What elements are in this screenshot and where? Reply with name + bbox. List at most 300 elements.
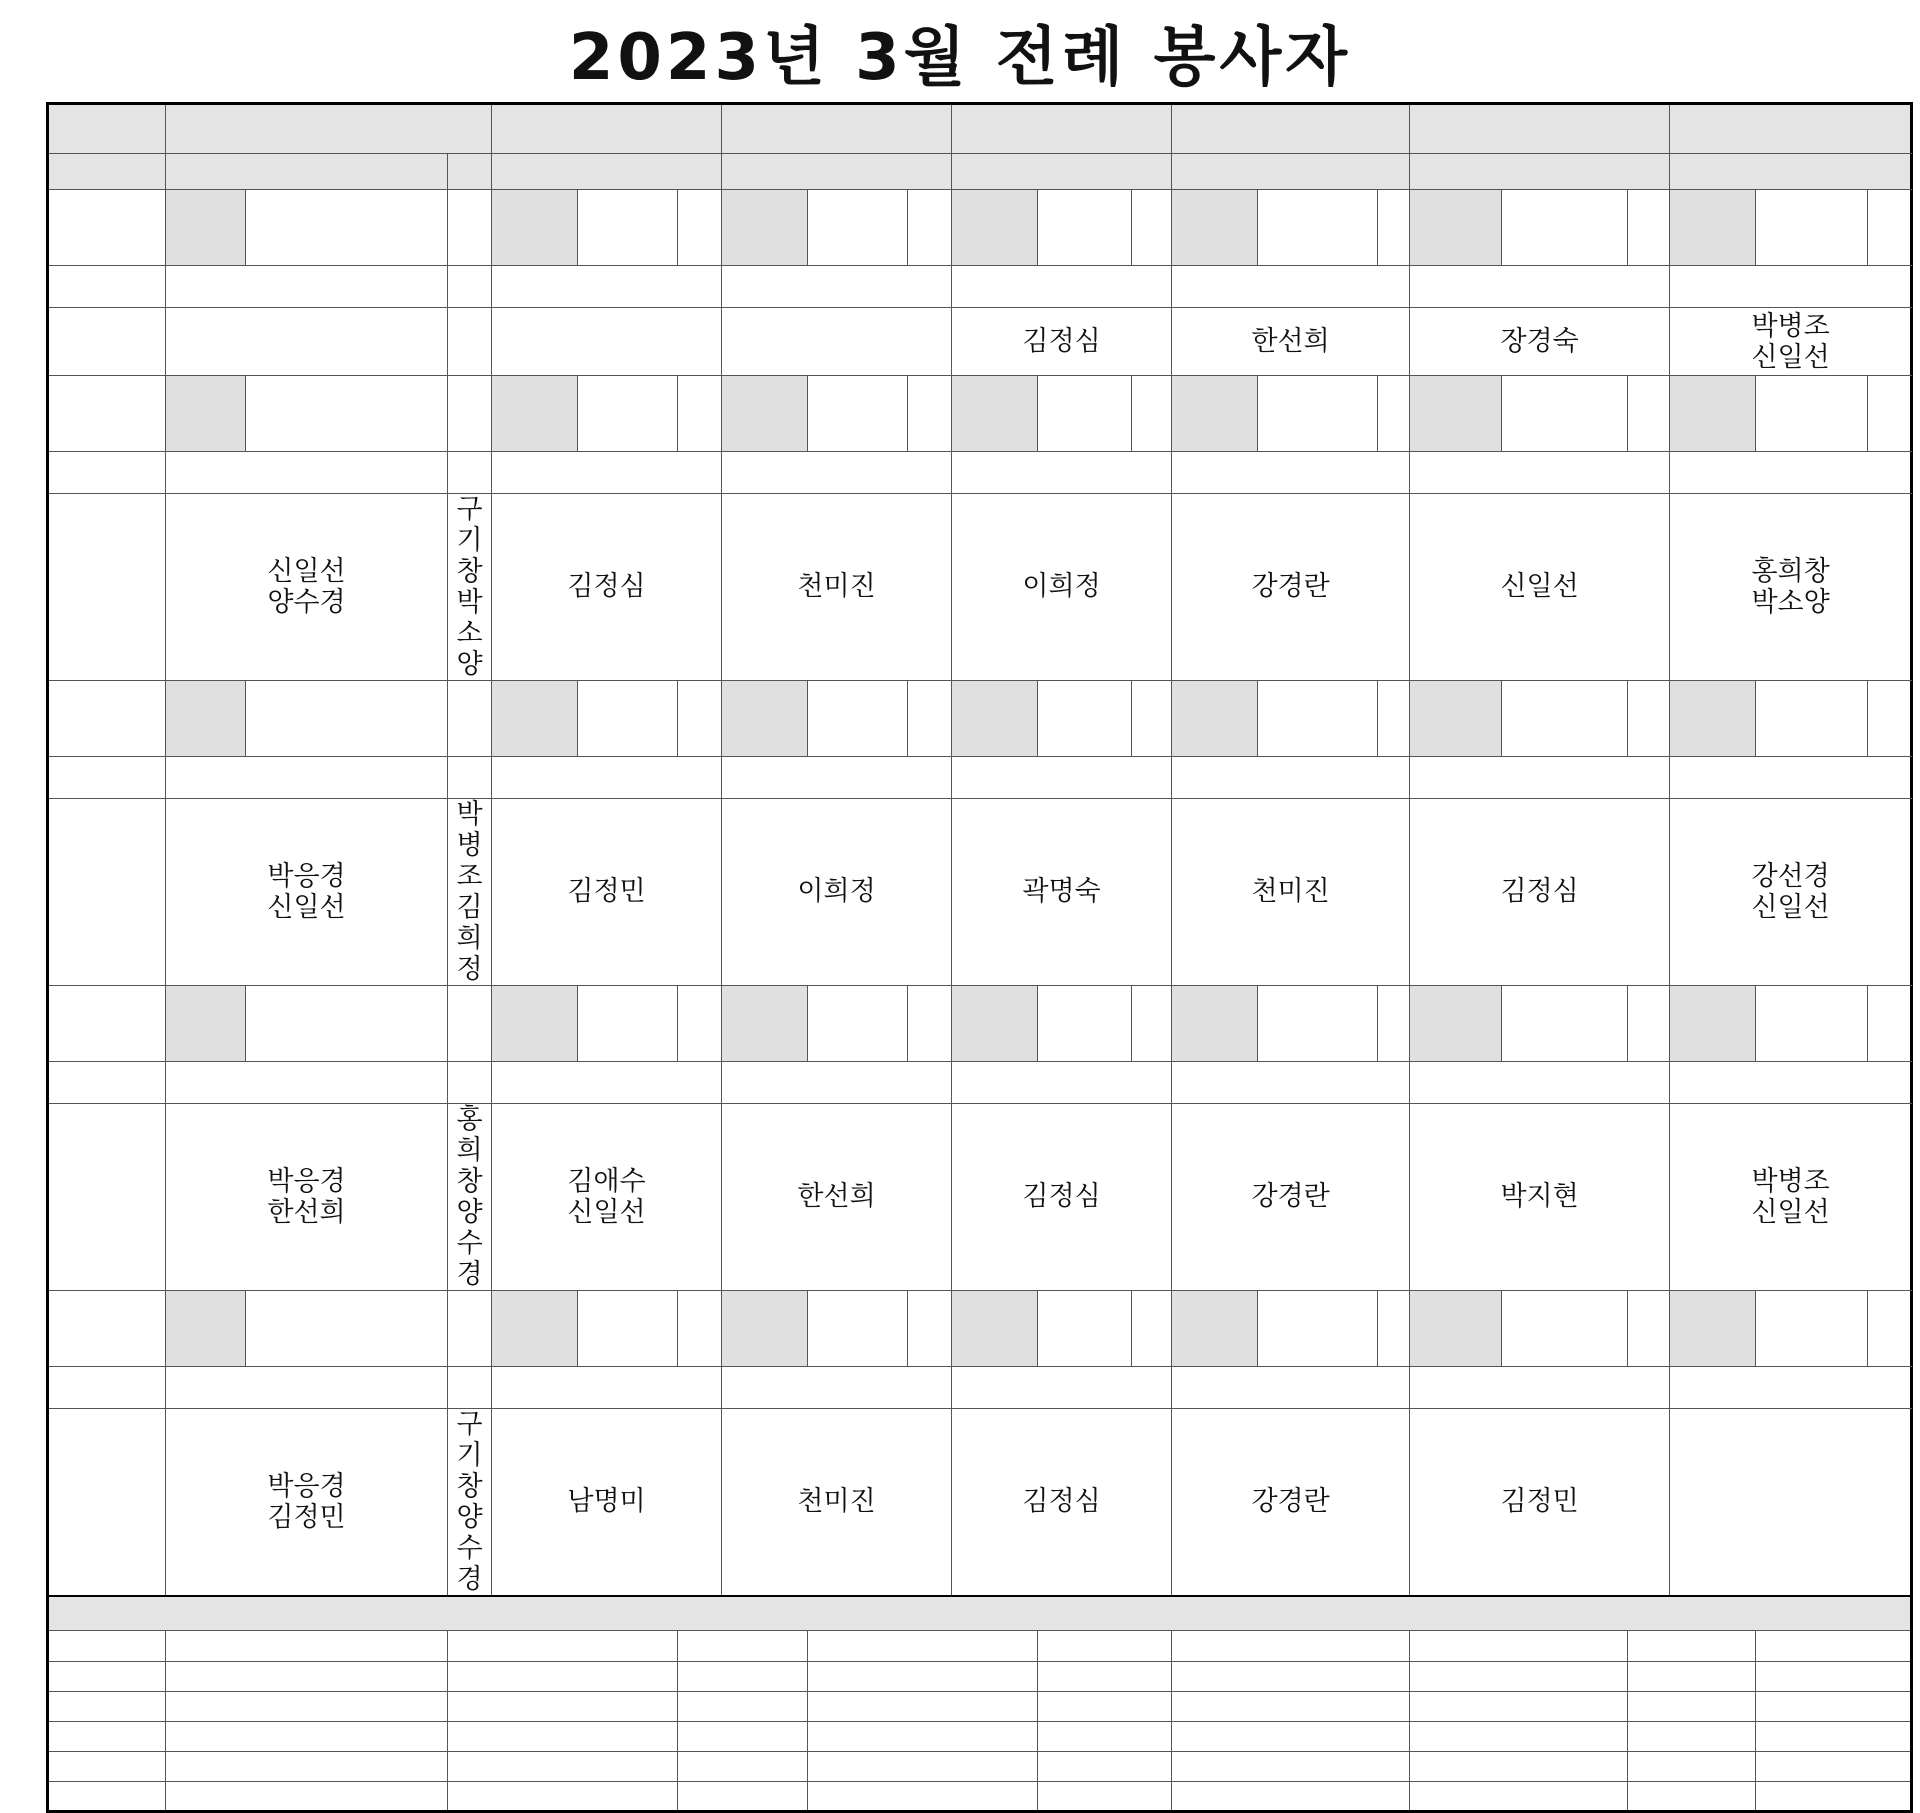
wedding-slot	[448, 1630, 678, 1661]
commentary-volunteer	[448, 266, 492, 308]
date-side-cell	[1378, 1291, 1410, 1367]
reading-volunteer-name: 박소양	[456, 587, 483, 680]
day-row-label	[48, 376, 166, 452]
date-blank-cell	[578, 681, 678, 757]
day-row-label	[48, 190, 166, 266]
commentary-volunteer	[1410, 1367, 1670, 1409]
reading-row-label	[48, 494, 166, 681]
wedding-role-row	[48, 1781, 1912, 1811]
date-blank-cell	[1756, 376, 1868, 452]
wedding-slot	[678, 1630, 808, 1661]
date-number	[166, 986, 246, 1062]
date-number	[1410, 376, 1502, 452]
wedding-volunteer	[678, 1661, 808, 1691]
date-side-cell	[678, 681, 722, 757]
wedding-volunteer	[1172, 1661, 1410, 1691]
date-blank-cell	[808, 1291, 908, 1367]
wedding-role-row	[48, 1691, 1912, 1721]
commentary-volunteer	[448, 452, 492, 494]
commentary-volunteer	[492, 266, 722, 308]
date-blank-cell	[1038, 1291, 1132, 1367]
date-side-cell	[908, 681, 952, 757]
date-side-cell	[908, 190, 952, 266]
commentary-volunteer	[1172, 452, 1410, 494]
date-number	[1670, 190, 1756, 266]
date-side-cell	[448, 681, 492, 757]
reading-volunteer-name: 신일선	[267, 892, 346, 923]
weekday-0	[166, 104, 492, 154]
date-number	[1670, 986, 1756, 1062]
date-side-cell	[678, 376, 722, 452]
date-number	[1410, 986, 1502, 1062]
wedding-volunteer	[1172, 1751, 1410, 1781]
wedding-volunteer	[808, 1781, 1038, 1811]
date-number	[1670, 376, 1756, 452]
reading-volunteer: 한선희	[722, 1104, 952, 1291]
date-number	[952, 681, 1038, 757]
reading-volunteer-name: 신일선	[1751, 341, 1830, 373]
wedding-role-label	[48, 1781, 166, 1811]
commentary-volunteer	[1172, 266, 1410, 308]
reading-volunteer-name: 박응경	[267, 1471, 346, 1502]
date-number	[492, 376, 578, 452]
date-blank-cell	[1756, 986, 1868, 1062]
wedding-volunteer	[1410, 1721, 1628, 1751]
reading-volunteer	[166, 1104, 448, 1291]
reading-volunteer: 곽명숙	[952, 799, 1172, 986]
wedding-volunteer	[1038, 1721, 1172, 1751]
date-number	[952, 1291, 1038, 1367]
reading-volunteer	[492, 1104, 722, 1291]
commentary-volunteer	[1670, 452, 1912, 494]
wedding-volunteer	[678, 1751, 808, 1781]
day-row-label	[48, 681, 166, 757]
wedding-slot	[1172, 1630, 1410, 1661]
date-side-cell	[1132, 376, 1172, 452]
date-side-cell	[448, 190, 492, 266]
date-number	[492, 190, 578, 266]
wedding-role-row	[48, 1751, 1912, 1781]
commentary-volunteer	[448, 1367, 492, 1409]
date-side-cell	[908, 986, 952, 1062]
date-number	[1670, 681, 1756, 757]
date-number	[1410, 681, 1502, 757]
reading-volunteer	[1670, 308, 1912, 376]
wedding-role-label	[48, 1691, 166, 1721]
reading-volunteer: 김정심	[492, 494, 722, 681]
date-number	[1172, 681, 1258, 757]
wedding-volunteer	[1410, 1661, 1628, 1691]
date-blank-cell	[1258, 376, 1378, 452]
wedding-volunteer	[448, 1691, 678, 1721]
commentary-volunteer	[166, 1367, 448, 1409]
wedding-title	[48, 1596, 1912, 1630]
reading-volunteer	[1670, 1409, 1912, 1597]
commentary-volunteer	[448, 1062, 492, 1104]
date-blank-cell	[1258, 986, 1378, 1062]
date-side-cell	[1378, 190, 1410, 266]
commentary-volunteer	[1670, 266, 1912, 308]
reading-volunteer-name: 한선희	[267, 1197, 346, 1228]
reading-volunteer: 천미진	[722, 494, 952, 681]
date-number	[952, 376, 1038, 452]
date-side-cell	[1628, 376, 1670, 452]
reading-volunteer-name: 박병조	[456, 799, 483, 892]
date-row-week-3	[48, 681, 1912, 757]
reading-volunteer-name: 김정민	[267, 1502, 346, 1533]
reading-row-week-3	[48, 799, 1912, 986]
date-row-week-2	[48, 376, 1912, 452]
sunday-note	[246, 376, 448, 452]
commentary-volunteer	[722, 1367, 952, 1409]
commentary-volunteer	[166, 1062, 448, 1104]
reading-volunteer-name: 구기창	[456, 1409, 483, 1502]
reading-volunteer	[1670, 494, 1912, 681]
wedding-volunteer	[1038, 1691, 1172, 1721]
sunday-note	[246, 681, 448, 757]
weekday-header-row	[48, 104, 1912, 154]
wedding-volunteer	[448, 1781, 678, 1811]
wedding-volunteer	[1172, 1691, 1410, 1721]
date-number	[1410, 190, 1502, 266]
wedding-volunteer	[448, 1721, 678, 1751]
sunday-note	[246, 1291, 448, 1367]
date-blank-cell	[578, 376, 678, 452]
reading-volunteer-name: 양수경	[456, 1197, 483, 1290]
reading-volunteer-name: 박병조	[1751, 310, 1830, 342]
wedding-volunteer	[808, 1691, 1038, 1721]
reading-volunteer	[448, 1409, 492, 1597]
mass-time-label	[48, 154, 166, 190]
commentary-volunteer	[1172, 757, 1410, 799]
wedding-volunteer	[678, 1781, 808, 1811]
date-blank-cell	[1038, 190, 1132, 266]
wedding-volunteer	[1628, 1721, 1756, 1751]
wedding-volunteer	[1410, 1691, 1628, 1721]
wedding-volunteer	[1038, 1781, 1172, 1811]
reading-row-label	[48, 308, 166, 376]
reading-row-label	[48, 1104, 166, 1291]
date-side-cell	[1378, 681, 1410, 757]
wedding-volunteer	[166, 1661, 448, 1691]
date-number	[1172, 986, 1258, 1062]
day-row-label	[48, 986, 166, 1062]
reading-volunteer: 신일선	[1410, 494, 1670, 681]
wedding-volunteer	[1172, 1781, 1410, 1811]
date-number	[722, 1291, 808, 1367]
reading-row-week-4	[48, 1104, 1912, 1291]
wedding-volunteer	[1410, 1781, 1628, 1811]
commentary-volunteer	[952, 452, 1172, 494]
weekday-3	[952, 104, 1172, 154]
mass-time-0	[166, 154, 448, 190]
commentary-volunteer	[952, 757, 1172, 799]
date-blank-cell	[1038, 681, 1132, 757]
date-side-cell	[1132, 190, 1172, 266]
reading-volunteer: 김정심	[952, 1409, 1172, 1597]
reading-volunteer	[492, 308, 722, 376]
holy-hour-note	[1258, 190, 1378, 266]
date-blank-cell	[1502, 681, 1628, 757]
date-side-cell	[678, 1291, 722, 1367]
reading-volunteer: 김정민	[492, 799, 722, 986]
wedding-volunteer	[1756, 1661, 1912, 1691]
reading-volunteer-name: 홍희창	[456, 1104, 483, 1197]
date-number	[166, 190, 246, 266]
commentary-volunteer	[722, 757, 952, 799]
reading-volunteer	[1670, 799, 1912, 986]
date-number	[722, 681, 808, 757]
commentary-volunteer	[1410, 452, 1670, 494]
wedding-volunteer	[1756, 1721, 1912, 1751]
wedding-role-label	[48, 1661, 166, 1691]
commentary-volunteer	[1410, 757, 1670, 799]
reading-volunteer-name: 양수경	[267, 587, 346, 618]
commentary-row-week-5	[48, 1367, 1912, 1409]
wedding-volunteer	[166, 1691, 448, 1721]
reading-volunteer: 천미진	[722, 1409, 952, 1597]
reading-row-week-1	[48, 308, 1912, 376]
date-number	[1172, 190, 1258, 266]
mass-time-4	[952, 154, 1172, 190]
commentary-volunteer	[1670, 1062, 1912, 1104]
day-row-label	[48, 1291, 166, 1367]
date-blank-cell	[808, 376, 908, 452]
commentary-volunteer	[952, 1367, 1172, 1409]
date-blank-cell	[1258, 1291, 1378, 1367]
wedding-volunteer	[1628, 1751, 1756, 1781]
date-side-cell	[1868, 190, 1912, 266]
commentary-row-label	[48, 266, 166, 308]
reading-volunteer: 이희정	[722, 799, 952, 986]
commentary-row-week-1	[48, 266, 1912, 308]
date-side-cell	[1378, 376, 1410, 452]
mass-time-7	[1670, 154, 1912, 190]
commentary-volunteer	[166, 266, 448, 308]
commentary-row-week-3	[48, 757, 1912, 799]
reading-volunteer	[1670, 1104, 1912, 1291]
wedding-slot	[1410, 1630, 1628, 1661]
date-number	[492, 986, 578, 1062]
reading-volunteer-name: 강선경	[1751, 861, 1830, 892]
commentary-volunteer	[1670, 757, 1912, 799]
weekday-1	[492, 104, 722, 154]
date-side-cell	[1628, 190, 1670, 266]
reading-volunteer-name: 신일선	[567, 1197, 646, 1228]
date-side-cell	[1868, 376, 1912, 452]
date-blank-cell	[578, 190, 678, 266]
reading-volunteer: 남명미	[492, 1409, 722, 1597]
date-side-cell	[1132, 1291, 1172, 1367]
commentary-volunteer	[722, 266, 952, 308]
wedding-slot	[1628, 1630, 1756, 1661]
wedding-volunteer	[448, 1661, 678, 1691]
date-number	[492, 681, 578, 757]
commentary-volunteer	[492, 757, 722, 799]
reading-volunteer	[448, 799, 492, 986]
reading-volunteer	[448, 1104, 492, 1291]
wedding-role-row	[48, 1661, 1912, 1691]
weekday-label	[48, 104, 166, 154]
date-blank-cell	[1502, 190, 1628, 266]
date-number	[952, 190, 1038, 266]
reading-row-label	[48, 799, 166, 986]
mass-time-2	[492, 154, 722, 190]
date-blank-cell	[1756, 681, 1868, 757]
commentary-row-week-2	[48, 452, 1912, 494]
reading-volunteer	[448, 308, 492, 376]
wedding-volunteer	[1628, 1781, 1756, 1811]
reading-volunteer	[448, 494, 492, 681]
reading-volunteer-name: 양수경	[456, 1502, 483, 1595]
commentary-row-week-4	[48, 1062, 1912, 1104]
date-number	[1172, 1291, 1258, 1367]
wedding-volunteer	[1410, 1751, 1628, 1781]
date-side-cell	[908, 376, 952, 452]
wedding-volunteer	[1038, 1751, 1172, 1781]
wedding-volunteer	[1628, 1661, 1756, 1691]
date-side-cell	[1628, 986, 1670, 1062]
wedding-volunteer	[808, 1661, 1038, 1691]
date-side-cell	[448, 1291, 492, 1367]
date-side-cell	[1628, 681, 1670, 757]
wedding-volunteer	[808, 1751, 1038, 1781]
date-blank-cell	[578, 986, 678, 1062]
date-blank-cell	[1038, 376, 1132, 452]
wedding-volunteer	[1172, 1721, 1410, 1751]
wedding-role-row	[48, 1721, 1912, 1751]
weekday-4	[1172, 104, 1410, 154]
reading-row-week-5	[48, 1409, 1912, 1597]
date-blank-cell	[1502, 376, 1628, 452]
reading-volunteer	[722, 308, 952, 376]
reading-volunteer: 천미진	[1172, 799, 1410, 986]
commentary-volunteer	[1172, 1367, 1410, 1409]
commentary-volunteer	[722, 452, 952, 494]
commentary-volunteer	[1410, 1062, 1670, 1104]
date-blank-cell	[1038, 986, 1132, 1062]
commentary-row-label	[48, 452, 166, 494]
wedding-volunteer	[166, 1721, 448, 1751]
reading-volunteer-name: 신일선	[1751, 892, 1830, 923]
reading-volunteer: 김정민	[1410, 1409, 1670, 1597]
page-title: 2023년 3월 전례 봉사자	[568, 21, 1352, 95]
commentary-volunteer	[1410, 266, 1670, 308]
date-blank-cell	[808, 190, 908, 266]
color-mark	[678, 986, 722, 1062]
reading-volunteer: 박지현	[1410, 1104, 1670, 1291]
reading-volunteer-name: 홍희창	[1751, 556, 1830, 587]
date-number	[1670, 1291, 1756, 1367]
date-side-cell	[1132, 986, 1172, 1062]
commentary-volunteer	[1670, 1367, 1912, 1409]
date-side-cell	[1132, 681, 1172, 757]
date-blank-cell	[808, 681, 908, 757]
date-side-cell	[448, 376, 492, 452]
wedding-volunteer	[1628, 1691, 1756, 1721]
wedding-volunteer	[1756, 1751, 1912, 1781]
date-blank-cell	[1258, 681, 1378, 757]
sunday-note	[246, 986, 448, 1062]
reading-volunteer-name: 신일선	[267, 556, 346, 587]
date-side-cell	[1868, 1291, 1912, 1367]
wedding-slot	[1038, 1630, 1172, 1661]
mass-time-5	[1172, 154, 1410, 190]
wedding-volunteer	[1756, 1781, 1912, 1811]
wedding-role-label	[48, 1721, 166, 1751]
commentary-volunteer	[1172, 1062, 1410, 1104]
wedding-slot	[1756, 1630, 1912, 1661]
reading-volunteer	[166, 1409, 448, 1597]
commentary-volunteer	[952, 266, 1172, 308]
reading-volunteer: 한선희	[1172, 308, 1410, 376]
commentary-row-label	[48, 1062, 166, 1104]
weekday-5	[1410, 104, 1670, 154]
reading-volunteer: 김정심	[1410, 799, 1670, 986]
date-number	[166, 681, 246, 757]
reading-volunteer-name: 박응경	[267, 1166, 346, 1197]
date-side-cell	[448, 986, 492, 1062]
date-blank-cell	[1502, 1291, 1628, 1367]
mass-time-3	[722, 154, 952, 190]
reading-volunteer	[166, 799, 448, 986]
weekday-6	[1670, 104, 1912, 154]
date-blank-cell	[578, 1291, 678, 1367]
date-side-cell	[1628, 1291, 1670, 1367]
wedding-role-label	[48, 1751, 166, 1781]
commentary-volunteer	[448, 757, 492, 799]
schedule-table	[46, 102, 1913, 1813]
date-number	[166, 1291, 246, 1367]
date-number	[722, 190, 808, 266]
weekday-2	[722, 104, 952, 154]
wedding-volunteer	[166, 1751, 448, 1781]
reading-volunteer-name: 구기창	[456, 494, 483, 587]
wedding-volunteer	[448, 1751, 678, 1781]
reading-volunteer-name: 김희정	[456, 892, 483, 985]
date-number	[952, 986, 1038, 1062]
commentary-row-label	[48, 1367, 166, 1409]
date-number	[1410, 1291, 1502, 1367]
commentary-volunteer	[166, 757, 448, 799]
sunday-note	[246, 190, 448, 266]
mass-time-1	[448, 154, 492, 190]
date-number	[722, 376, 808, 452]
reading-volunteer: 강경란	[1172, 1104, 1410, 1291]
commentary-volunteer	[166, 452, 448, 494]
reading-volunteer: 강경란	[1172, 494, 1410, 681]
commentary-volunteer	[952, 1062, 1172, 1104]
reading-volunteer-name: 김애수	[567, 1166, 646, 1197]
wedding-title-row	[48, 1596, 1912, 1630]
reading-volunteer-name: 박소양	[1751, 587, 1830, 618]
wedding-volunteer	[808, 1721, 1038, 1751]
mass-time-row	[48, 154, 1912, 190]
wedding-volunteer	[1756, 1691, 1912, 1721]
reading-volunteer: 김정심	[952, 308, 1172, 376]
date-side-cell	[1868, 986, 1912, 1062]
reading-volunteer-name: 박응경	[267, 861, 346, 892]
wedding-slot	[808, 1630, 1038, 1661]
reading-volunteer	[166, 494, 448, 681]
date-blank-cell	[1502, 986, 1628, 1062]
reading-volunteer: 강경란	[1172, 1409, 1410, 1597]
date-row-week-1	[48, 190, 1912, 266]
wedding-volunteer	[166, 1781, 448, 1811]
commentary-volunteer	[492, 1367, 722, 1409]
wedding-slot	[166, 1630, 448, 1661]
date-number	[166, 376, 246, 452]
